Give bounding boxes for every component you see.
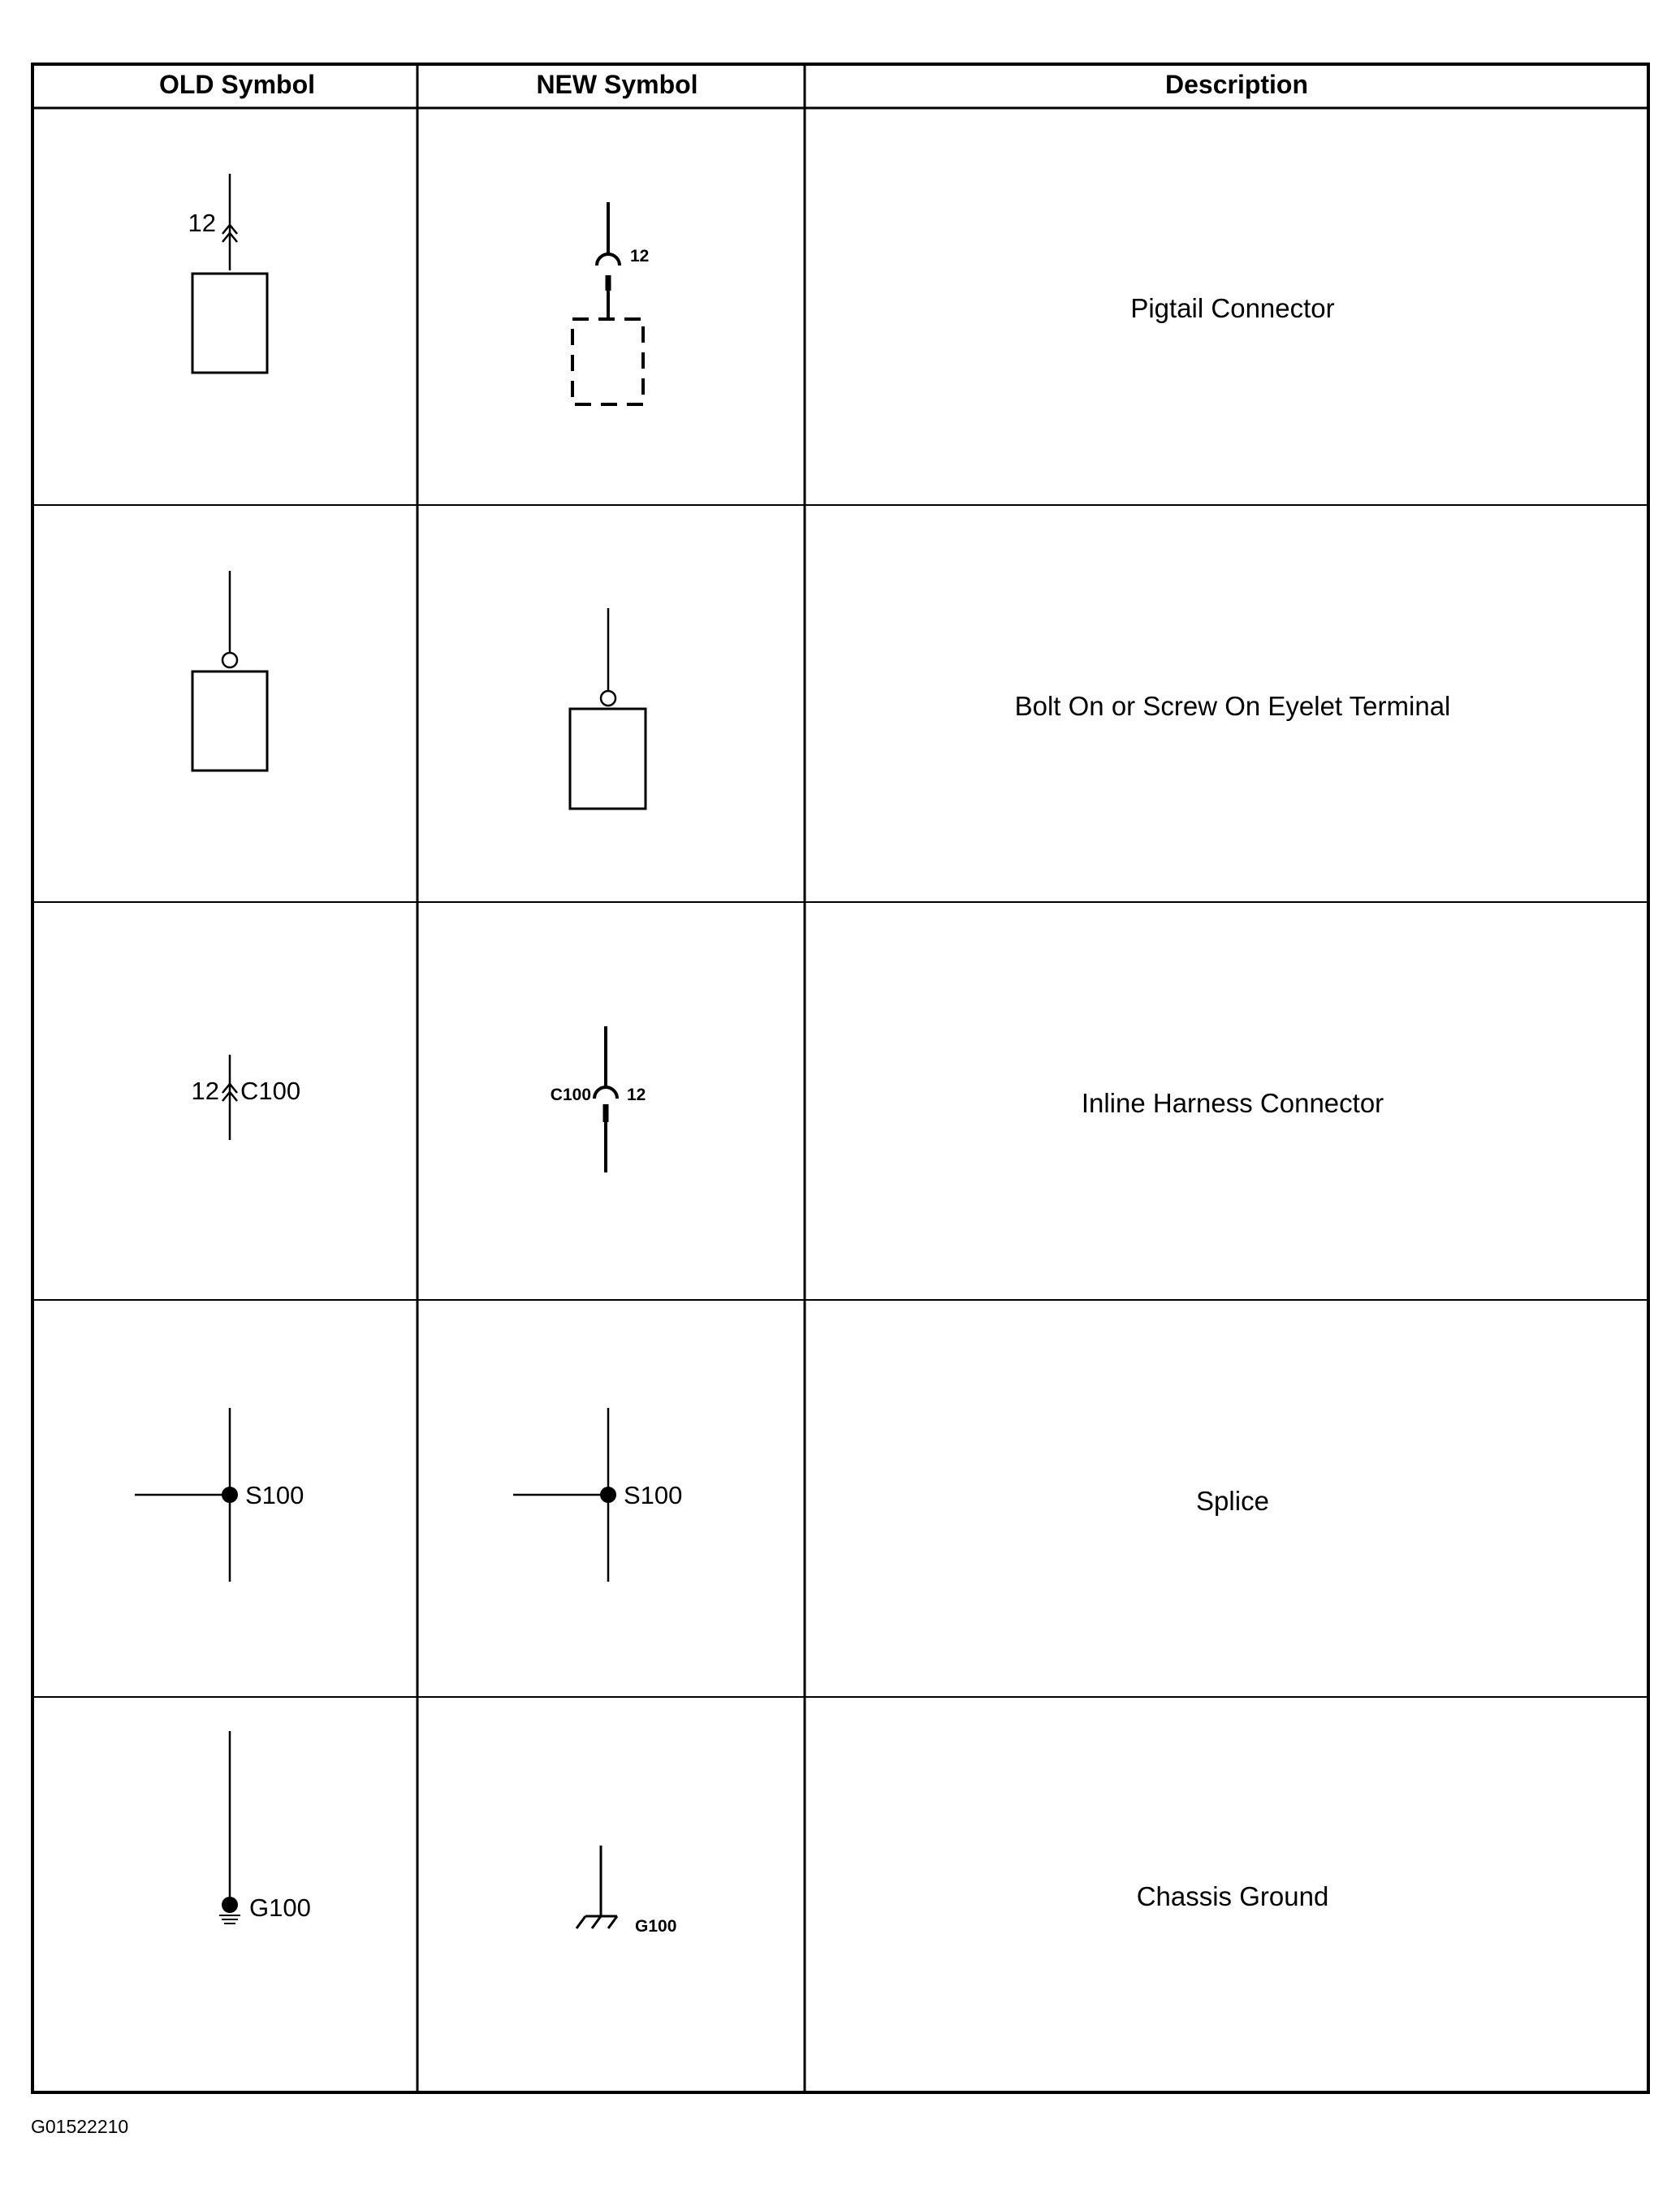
old-ground-label: G100 xyxy=(249,1893,311,1922)
header-new-symbol: NEW Symbol xyxy=(536,70,698,99)
new-ground-label: G100 xyxy=(635,1917,677,1936)
new-chassis-ground-symbol xyxy=(577,1846,676,1936)
new-inline-connector-id: C100 xyxy=(550,1086,591,1104)
description-chassis-ground: Chassis Ground xyxy=(1136,1881,1329,1911)
old-pigtail-pin-label: 12 xyxy=(188,209,216,237)
old-inline-connector-id: C100 xyxy=(240,1077,301,1105)
old-pigtail-connector-symbol xyxy=(188,174,267,373)
description-splice: Splice xyxy=(1196,1486,1269,1516)
old-chassis-ground-symbol xyxy=(219,1731,311,1923)
new-inline-pin-label: 12 xyxy=(627,1086,646,1104)
new-eyelet-terminal-symbol xyxy=(570,608,646,809)
description-pigtail-connector: Pigtail Connector xyxy=(1130,293,1335,323)
old-inline-connector-symbol xyxy=(192,1055,301,1140)
description-eyelet-terminal: Bolt On or Screw On Eyelet Terminal xyxy=(1014,691,1451,721)
old-eyelet-terminal-symbol xyxy=(192,571,267,771)
description-inline-harness-connector: Inline Harness Connector xyxy=(1081,1088,1384,1118)
new-pigtail-connector-symbol xyxy=(572,202,649,404)
new-splice-symbol xyxy=(513,1408,682,1582)
figure-code: G01522210 xyxy=(31,2116,129,2137)
header-description: Description xyxy=(1164,70,1309,99)
header-old-symbol: OLD Symbol xyxy=(158,70,316,99)
old-splice-symbol xyxy=(135,1408,304,1582)
new-pigtail-pin-label: 12 xyxy=(630,247,650,266)
symbol-table xyxy=(31,63,1650,2094)
symbol-table-drawing xyxy=(31,63,1650,2094)
new-splice-label: S100 xyxy=(624,1481,683,1509)
new-inline-connector-symbol xyxy=(551,1026,646,1172)
old-inline-pin-label: 12 xyxy=(191,1077,219,1105)
old-splice-label: S100 xyxy=(245,1481,304,1509)
